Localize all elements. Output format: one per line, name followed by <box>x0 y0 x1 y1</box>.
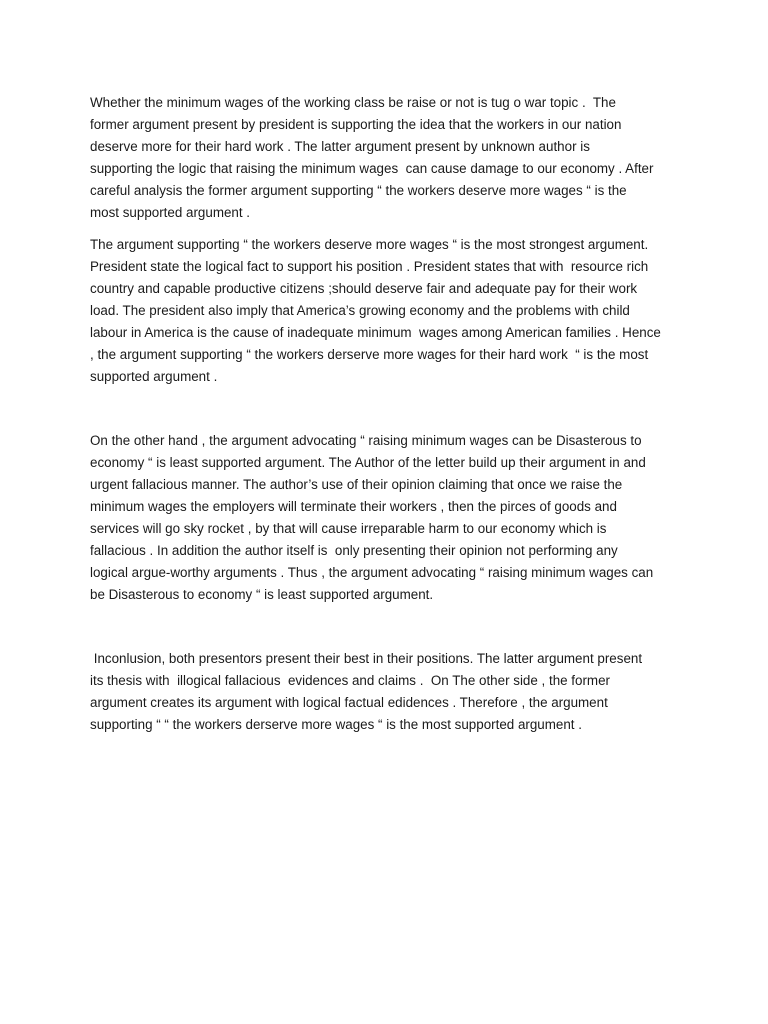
text-line: load. The president also imply that America’s growing economy and the problems with child <box>90 303 630 318</box>
text-line: urgent fallacious manner. The author’s use of their opinion claiming that once we raise the <box>90 477 623 492</box>
paragraph-intro <box>90 92 690 224</box>
paragraph-supporting-argument <box>90 234 690 388</box>
paragraph-opposing-argument <box>90 430 690 606</box>
paragraph-spacer <box>90 224 690 234</box>
text-line: its thesis with illogical fallacious evidences and claims . On The other side , the former <box>90 673 610 688</box>
text-line: Inconlusion, both presentors present their best in their positions. The latter argument present <box>90 651 643 666</box>
text-line: deserve more for their hard work . The latter argument present by unknown author is <box>90 139 590 154</box>
paragraph-spacer <box>90 606 690 648</box>
text-line: be Disasterous to economy “ is least supported argument. <box>90 587 434 602</box>
text-line: careful analysis the former argument supporting “ the workers deserve more wages “ is the <box>90 183 627 198</box>
essay-body <box>90 92 690 736</box>
text-line: minimum wages the employers will terminate their workers , then the pirces of goods and <box>90 499 617 514</box>
text-line: supporting the logic that raising the minimum wages can cause damage to our economy . After <box>90 161 654 176</box>
paragraph-spacer <box>90 388 690 430</box>
text-line: former argument present by president is supporting the idea that the workers in our nation <box>90 117 622 132</box>
text-line: fallacious . In addition the author itself is only presenting their opinion not performing any <box>90 543 618 558</box>
paragraph-conclusion <box>90 648 690 736</box>
text-line: On the other hand , the argument advocating “ raising minimum wages can be Disasterous to <box>90 433 642 448</box>
text-line: , the argument supporting “ the workers derserve more wages for their hard work “ is the most <box>90 347 649 362</box>
text-line: country and capable productive citizens ;should deserve fair and adequate pay for their work <box>90 281 638 296</box>
text-line: President state the logical fact to support his position . President states that with resource rich <box>90 259 649 274</box>
text-line: argument creates its argument with logical factual edidences . Therefore , the argument <box>90 695 608 710</box>
text-line: economy “ is least supported argument. The Author of the letter build up their argument in and <box>90 455 646 470</box>
text-line: supporting “ “ the workers derserve more wages “ is the most supported argument . <box>90 717 582 732</box>
text-line: supported argument . <box>90 369 218 384</box>
text-line: labour in America is the cause of inadequate minimum wages among American families . Hence <box>90 325 661 340</box>
text-line: logical argue-worthy arguments . Thus , the argument advocating “ raising minimum wages can <box>90 565 654 580</box>
text-line: Whether the minimum wages of the working class be raise or not is tug o war topic . The <box>90 95 616 110</box>
text-line: most supported argument . <box>90 205 251 220</box>
text-line: services will go sky rocket , by that will cause irreparable harm to our economy which is <box>90 521 607 536</box>
text-line: The argument supporting “ the workers deserve more wages “ is the most strongest argument. <box>90 237 649 252</box>
